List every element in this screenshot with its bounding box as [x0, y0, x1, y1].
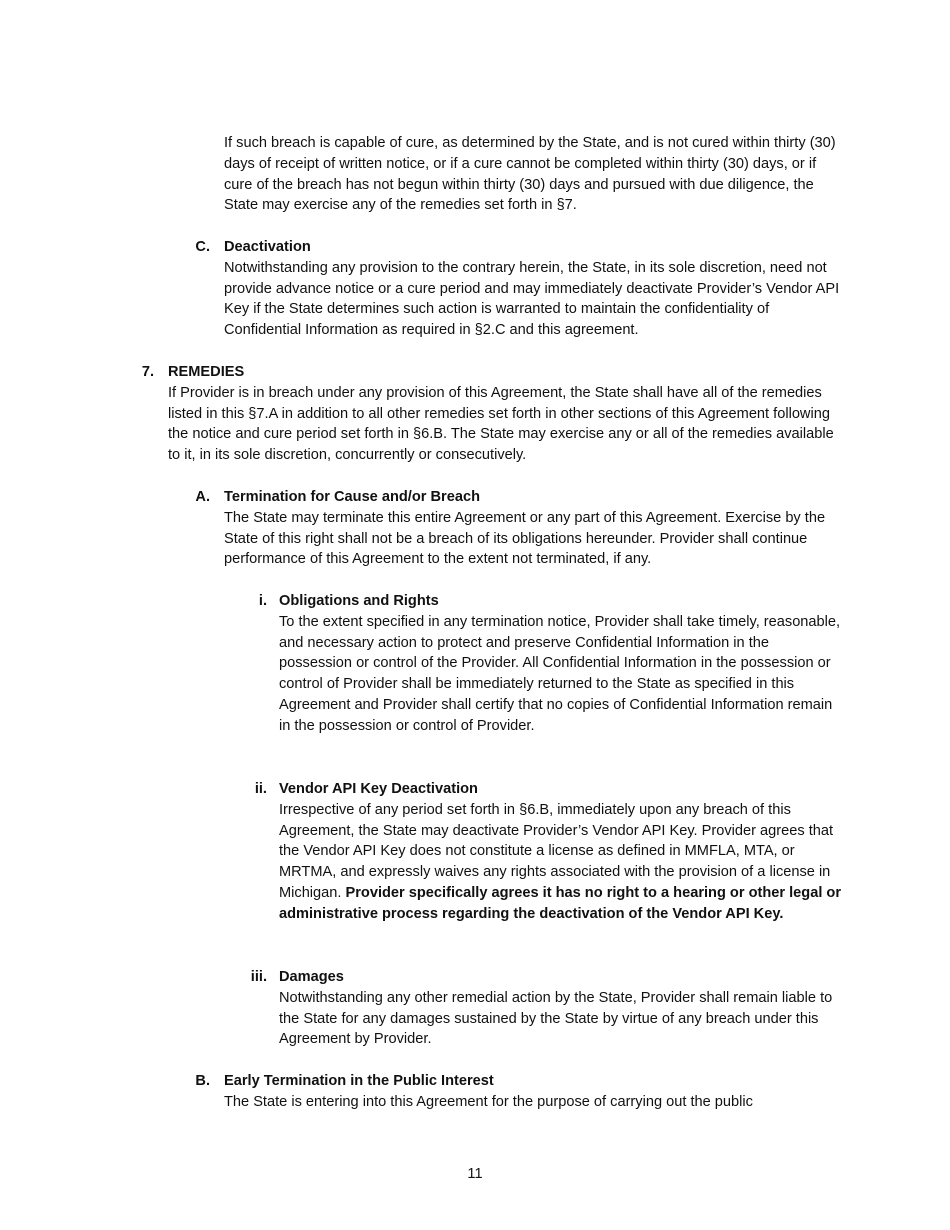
section-c [190, 237, 844, 341]
subsection-ii-marker: ii. [254, 781, 267, 797]
section-c-marker: C. [195, 239, 210, 255]
intro-paragraph [224, 133, 844, 216]
subsection-i [240, 591, 844, 737]
section-b-body: The State is entering into this Agreement for the purpose of carrying out the public [224, 1093, 753, 1110]
subsection-iii [240, 967, 844, 1050]
subsection-i-marker: i. [258, 593, 267, 609]
subsection-ii-body-wrap [279, 800, 844, 925]
section-b-marker: B. [195, 1073, 210, 1089]
subsection-ii-body: Irrespective of any period set forth in §6.B, immediately upon any breach of this Agreement, the State may deactivate Provider’s Vendor API Key. Provider agrees that the Vendor API Key does not constitute a license as defined in MMFLA, MTA, or MRTMA, and expressly waives any rights associated with the provision of a license in Michigan. [279, 801, 834, 901]
section-a-body: The State may terminate this entire Agreement or any part of this Agreement. Exercise by the State of this right shall not be a breach of its obligations hereunder. Provider shall continue performance of this Agreement to the extent not terminated, if any. [224, 509, 826, 568]
section-7-heading: REMEDIES [168, 364, 245, 380]
section-a-heading: Termination for Cause and/or Breach [224, 489, 480, 505]
subsection-iii-marker: iii. [250, 969, 267, 985]
subsection-ii [240, 779, 844, 925]
subsection-ii-heading: Vendor API Key Deactivation [279, 781, 478, 797]
section-a [190, 487, 844, 570]
section-c-body: Notwithstanding any provision to the contrary herein, the State, in its sole discretion, need not provide advance notice or a cure period and may immediately deactivate Provider’s Vendor API Key if the State determines such action is warranted to maintain the confidentiality of Confidential Information as required in §2.C and this agreement. [224, 259, 840, 339]
page-number: 11 [467, 1166, 483, 1182]
section-a-marker: A. [195, 489, 210, 505]
subsection-iii-heading: Damages [279, 969, 344, 985]
section-b [190, 1071, 844, 1113]
subsection-iii-body: Notwithstanding any other remedial action by the State, Provider shall remain liable to the State for any damages sustained by the State by virtue of any breach under this Agreement by Provider. [279, 989, 833, 1048]
subsection-i-heading: Obligations and Rights [279, 593, 439, 609]
intro-paragraph-text: If such breach is capable of cure, as determined by the State, and is not cured within thirty (30) days of receipt of written notice, or if a cure cannot be completed within thirty (30) days, or if cure of the breach has not begun within thirty (30) days and pursued with due diligence, the State may exercise any of the remedies set forth in §7. [224, 135, 836, 214]
section-7 [134, 362, 844, 466]
section-b-heading: Early Termination in the Public Interest [224, 1073, 494, 1089]
subsection-i-body: To the extent specified in any termination notice, Provider shall take timely, reasonable, and necessary action to protect and preserve Confidential Information in the possession or control of the Provider. All Confidential Information in the possession or control of Provider shall be immediately returned to the State as specified in this Agreement and Provider shall certify that no copies of Confidential Information remain in the possession or control of Provider. [279, 613, 841, 734]
section-7-marker: 7. [141, 364, 154, 380]
subsection-ii-body-bold: Provider specifically agrees it has no right to a hearing or other legal or administrative process regarding the deactivation of the Vendor API Key. [279, 884, 842, 922]
section-c-heading: Deactivation [224, 239, 311, 255]
section-7-body: If Provider is in breach under any provision of this Agreement, the State shall have all of the remedies listed in this §7.A in addition to all other remedies set forth in other sections of this Agreement following the notice and cure period set forth in §6.B. The State may exercise any or all of the remedies available to it, in its sole discretion, concurrently or consecutively. [168, 384, 834, 464]
